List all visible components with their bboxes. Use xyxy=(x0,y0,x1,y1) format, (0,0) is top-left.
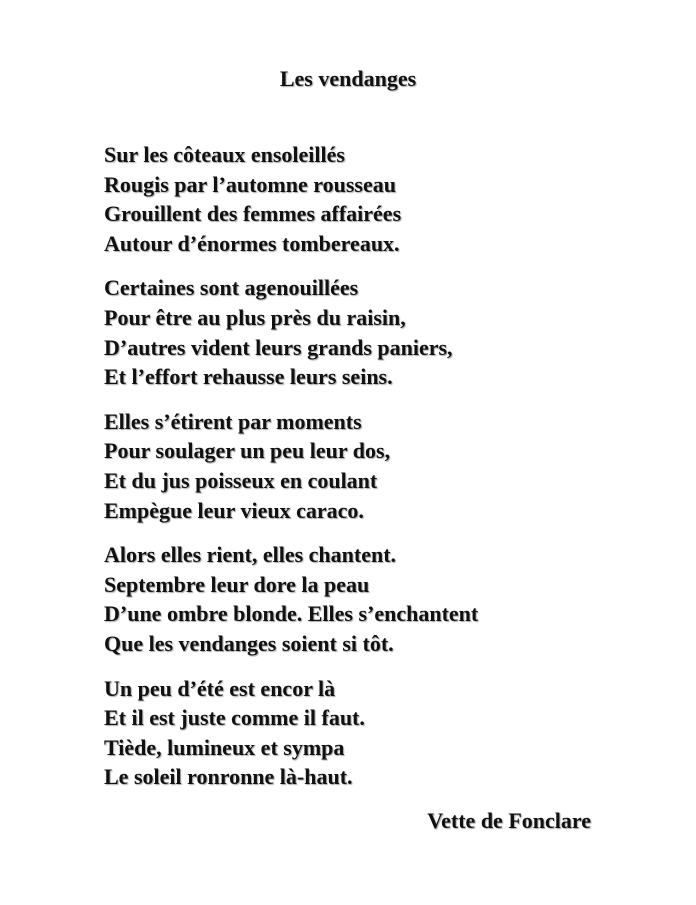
verse: Pour être au plus près du raisin, xyxy=(104,304,406,330)
stanza-1 xyxy=(104,140,664,258)
verse: Empègue leur vieux caraco. xyxy=(104,497,364,523)
verse: Certaines sont agenouillées xyxy=(104,275,359,301)
verse: Un peu d’été est encor là xyxy=(104,675,336,701)
stanza-2 xyxy=(104,273,664,391)
author-signature: Vette de Fonclare xyxy=(427,808,591,833)
verse: Rougis par l’automne rousseau xyxy=(104,171,396,197)
verse: Et du jus poisseux en coulant xyxy=(104,467,378,493)
verse: Grouillent des femmes affairées xyxy=(104,201,402,227)
verse: D’une ombre blonde. Elles s’enchantent xyxy=(104,601,479,627)
verse: Elles s’étirent par moments xyxy=(104,408,362,434)
verse: Autour d’énormes tombereaux. xyxy=(104,230,400,256)
stanza-4 xyxy=(104,540,664,658)
verse: Sur les côteaux ensoleillés xyxy=(104,142,345,167)
verse: Et il est juste comme il faut. xyxy=(104,705,365,731)
verse: Que les vendanges soient si tôt. xyxy=(104,630,394,656)
verse: Le soleil ronronne là-haut. xyxy=(104,764,353,790)
verse: D’autres vident leurs grands paniers, xyxy=(104,334,453,360)
verse: Septembre leur dore la peau xyxy=(104,571,370,597)
poem-title: Les vendanges xyxy=(279,66,417,91)
verse: Pour soulager un peu leur dos, xyxy=(104,438,391,464)
stanza-3 xyxy=(104,407,664,525)
stanza-5 xyxy=(104,674,664,792)
poem-body xyxy=(104,140,664,807)
verse: Et l’effort rehausse leurs seins. xyxy=(104,364,393,390)
verse: Alors elles rient, elles chantent. xyxy=(104,542,397,568)
verse: Tiède, lumineux et sympa xyxy=(104,734,345,760)
